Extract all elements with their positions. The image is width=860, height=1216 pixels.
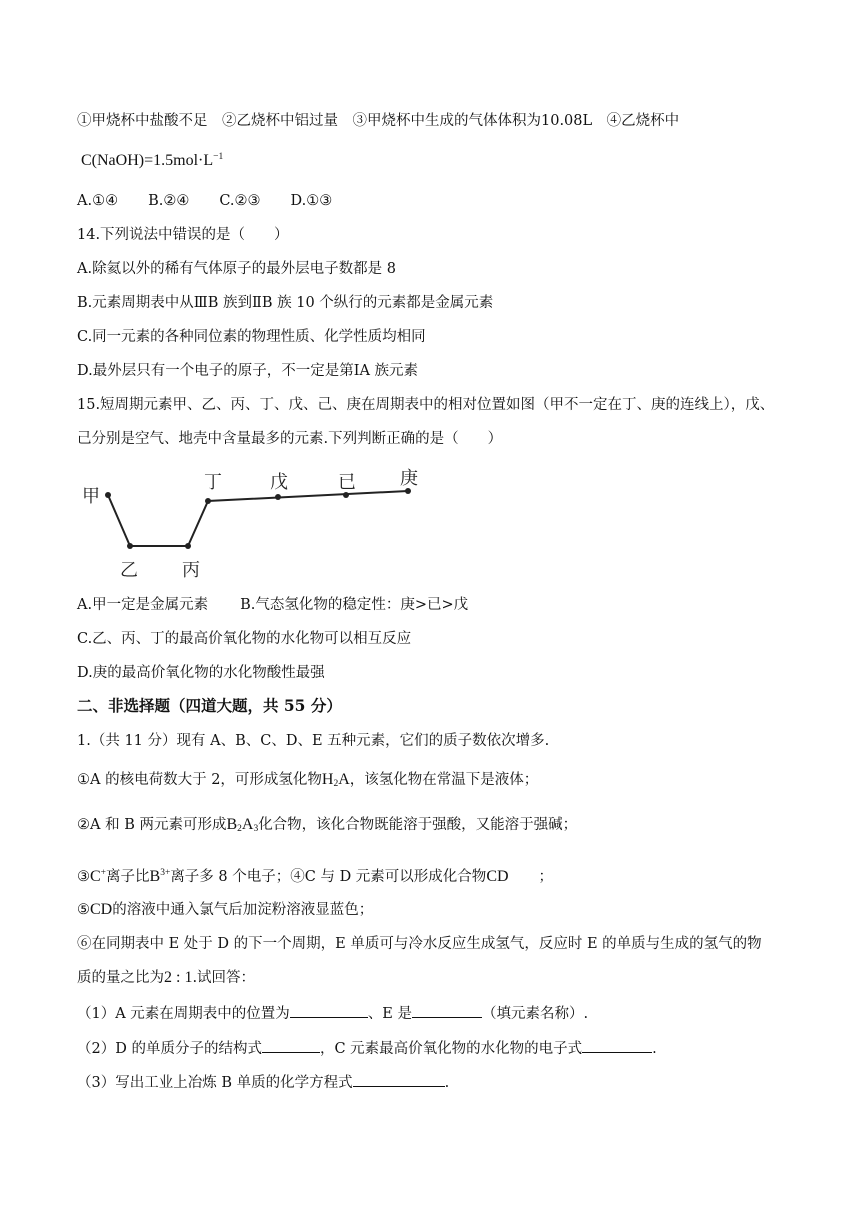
- answer-blank-element-e[interactable]: [412, 1003, 482, 1018]
- q13-option-b[interactable]: B.②④: [148, 193, 190, 209]
- answer-blank-position[interactable]: [290, 1003, 368, 1018]
- text: 化合物，该化合物既能溶于强酸，又能溶于强碱；: [258, 817, 578, 833]
- formula-part: A: [241, 816, 254, 833]
- text: ①A 的核电荷数大于 2，可形成氢化物: [77, 772, 322, 788]
- text: 质的量之比为: [77, 970, 164, 986]
- ratio: 2 : 1: [164, 969, 193, 986]
- c-ion-formula: [90, 868, 106, 885]
- q15-option-b[interactable]: B.气态氢化物的稳定性：庚>已>戊: [240, 597, 469, 613]
- formula-part: B: [226, 816, 238, 833]
- point-ding: [205, 498, 211, 504]
- formula-part: B: [149, 868, 161, 885]
- answer-blank-electron-formula[interactable]: [582, 1038, 652, 1053]
- text: ，该氢化物在常温下是液体；: [349, 772, 539, 788]
- text: ⑤: [77, 902, 90, 918]
- formula-part: A: [338, 771, 350, 788]
- text: 的溶液中通入氯气后加淀粉溶液显蓝色；: [112, 902, 374, 918]
- answer-blank-equation[interactable]: [353, 1072, 445, 1087]
- p1-condition-6-line1: ⑥在同期表中 E 处于 D 的下一个周期，E 单质可与冷水反应生成氢气，反应时 E 的单质与生成的氢气的物: [77, 936, 762, 952]
- text: 离子比: [106, 869, 150, 885]
- naoh-formula: C(NaOH)=1.5mol: [81, 152, 199, 169]
- point-yi: [127, 543, 133, 549]
- text: ，C 元素最高价氧化物的水化物的电子式: [319, 1041, 583, 1057]
- p1-condition-6-line2: [77, 968, 255, 988]
- unit-exponent: −1: [213, 152, 224, 162]
- p1-condition-5: [77, 900, 373, 920]
- label-ji: 已: [338, 472, 356, 493]
- q14-option-a[interactable]: A.除氦以外的稀有气体原子的最外层电子数都是 8: [77, 261, 396, 277]
- formula-part: H: [321, 771, 334, 788]
- text: ③: [77, 869, 90, 885]
- diagram-connector-line: [108, 491, 408, 546]
- text: （1）A 元素在周期表中的位置为: [77, 1006, 290, 1022]
- periodic-position-diagram: [78, 466, 448, 584]
- dot: ·: [198, 152, 204, 169]
- subscript: 2: [333, 779, 339, 789]
- point-jia: [105, 492, 111, 498]
- label-geng: 庚: [400, 468, 418, 489]
- p1-condition-2: [77, 815, 577, 835]
- text: 、E 是: [367, 1006, 413, 1022]
- p1-question-3: [77, 1072, 449, 1093]
- unit: L: [203, 152, 214, 169]
- q13-options: [77, 191, 332, 211]
- b2a3-formula: [226, 816, 258, 833]
- q15-option-c[interactable]: C.乙、丙、丁的最高价氧化物的水化物可以相互反应: [77, 631, 412, 647]
- point-wu: [275, 494, 281, 500]
- label-bing: 丙: [182, 560, 200, 581]
- q14-stem: 14.下列说法中错误的是（ ）: [77, 227, 289, 243]
- label-ding: 丁: [204, 472, 222, 493]
- point-bing: [185, 543, 191, 549]
- text: .: [444, 1075, 450, 1091]
- formula-part: C: [90, 868, 101, 885]
- charge: 3+: [160, 868, 171, 878]
- subscript: 3: [253, 824, 259, 834]
- cd-formula: CD: [90, 901, 113, 918]
- p1-question-1: [77, 1003, 588, 1024]
- label-wu: 戊: [270, 472, 288, 493]
- text: ；: [538, 869, 554, 885]
- text: （3）写出工业上冶炼 B 单质的化学方程式: [77, 1075, 353, 1091]
- q13-option-c[interactable]: C.②③: [219, 193, 261, 209]
- p1-question-2: [77, 1038, 657, 1059]
- section-title: 二、非选择题（四道大题，共 55 分）: [77, 696, 342, 715]
- cd-formula: CD: [486, 868, 509, 885]
- q13-naoh-concentration: [81, 151, 223, 171]
- q15-stem-line1: 15.短周期元素甲、乙、丙、丁、戊、己、庚在周期表中的相对位置如图（甲不一定在丁、庚的连线上），戊、: [77, 397, 775, 413]
- text: ②A 和 B 两元素可形成: [77, 817, 227, 833]
- text: （2）D 的单质分子的结构式: [77, 1041, 262, 1057]
- q15-stem-line2: 己分别是空气、地壳中含量最多的元素.下列判断正确的是（ ）: [77, 431, 503, 447]
- label-yi: 乙: [120, 560, 138, 581]
- text: .: [652, 1041, 657, 1057]
- q13-option-a[interactable]: A.①④: [77, 193, 119, 209]
- q15-option-d[interactable]: D.庚的最高价氧化物的水化物酸性最强: [77, 665, 325, 681]
- text: （填元素名称）.: [482, 1006, 589, 1022]
- p1-condition-3-4: [77, 867, 553, 887]
- q13-option-d[interactable]: D.①③: [290, 193, 333, 209]
- h2a-formula: [322, 771, 350, 788]
- label-jia: 甲: [82, 486, 100, 507]
- text: 离子多 8 个电子；④C 与 D 元素可以形成化合物: [170, 869, 487, 885]
- b-ion-formula: [150, 868, 171, 885]
- q14-option-c[interactable]: C.同一元素的各种同位素的物理性质、化学性质均相同: [77, 329, 426, 345]
- q14-option-d[interactable]: D.最外层只有一个电子的原子，不一定是第ⅠA 族元素: [77, 363, 419, 379]
- p1-intro: 1.（共 11 分）现有 A、B、C、D、E 五种元素，它们的质子数依次增多.: [77, 733, 550, 749]
- q15-options-ab: [77, 595, 468, 615]
- charge: +: [100, 868, 107, 878]
- q13-statement-line: ①甲烧杯中盐酸不足 ②乙烧杯中铝过量 ③甲烧杯中生成的气体体积为10.08L ④乙烧杯中: [77, 113, 680, 129]
- q15-option-a[interactable]: A.甲一定是金属元素: [77, 597, 209, 613]
- p1-condition-1: [77, 770, 538, 790]
- q14-option-b[interactable]: B.元素周期表中从ⅢB 族到ⅡB 族 10 个纵行的元素都是金属元素: [77, 295, 494, 311]
- subscript: 2: [237, 824, 242, 834]
- text: .试回答：: [192, 970, 256, 986]
- answer-blank-structure[interactable]: [262, 1038, 320, 1053]
